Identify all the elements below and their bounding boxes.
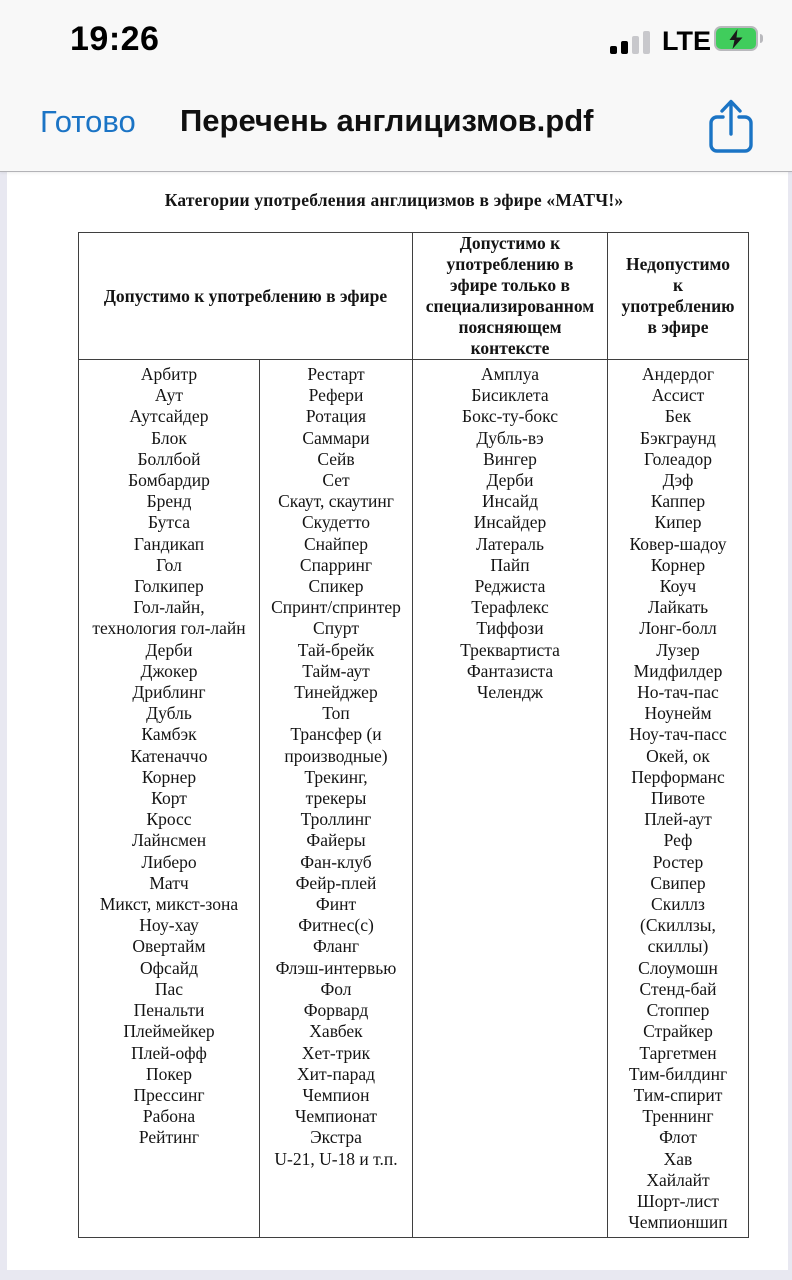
word-line: Терафлекс [471,597,549,618]
word-line: Ротация [305,406,367,427]
battery-charging-icon [714,26,762,51]
word-line: Фол [320,978,352,999]
word-line: Спурт [313,618,359,639]
word-line: Чемпионат [294,1106,378,1127]
word-line: Хавбек [309,1021,363,1042]
word-line: (Скиллзы, [640,915,716,936]
word-line: Лузер [656,639,700,660]
word-line: Бокс-ту-бокс [462,406,558,427]
word-line: Пайп [490,554,530,575]
word-line: Ноу-хау [139,915,199,936]
word-line: Корт [151,788,187,809]
word-line: Спикер [308,576,364,597]
word-line: Треннинг [642,1106,714,1127]
word-line: Тай-брейк [297,639,375,660]
word-line: Коуч [659,576,697,597]
word-line: Пивоте [650,788,706,809]
word-line: Вингер [483,448,537,469]
word-line: Бренд [146,491,192,512]
word-line: Камбэк [141,724,197,745]
header-specialized-context [413,233,608,360]
word-line: Аутсайдер [129,406,209,427]
word-line: Голеадор [644,448,712,469]
word-line: Боллбой [137,448,201,469]
word-line: Чемпионшип [628,1212,728,1233]
word-line: Овертайм [132,936,206,957]
cell-allowed-b [260,360,413,1238]
header-allowed [79,233,413,360]
done-button[interactable]: Готово [40,104,136,139]
word-line: Тиффози [476,618,544,639]
document-title-bar: Перечень англицизмов.pdf [180,103,594,138]
word-line: Бомбардир [128,470,210,491]
word-line: Недопустимо [626,254,730,274]
word-line: Гол-лайн, [133,597,205,618]
word-line: Ноунейм [644,703,712,724]
signal-bar [610,46,617,54]
word-line: Тайм-аут [302,660,370,681]
word-line: Голкипер [134,576,204,597]
word-line: к [672,275,684,295]
word-line: Трекинг, [304,766,368,787]
word-line: Инсайдер [473,512,547,533]
word-line: Реф [663,830,693,851]
word-line: Гол [156,554,182,575]
word-line: Свипер [650,872,706,893]
signal-bar [632,36,639,54]
word-line: Фейр-плей [295,872,377,893]
cell-not-allowed [608,360,749,1238]
word-line: Слоумошн [638,957,718,978]
word-line: Перформанс [631,766,725,787]
word-line: Саммари [302,427,370,448]
word-line: трекеры [305,788,367,809]
word-line: Файеры [306,830,366,851]
word-line: U-21, U-18 и т.п. [274,1148,398,1169]
word-line: Спарринг [299,554,373,575]
word-line: Флот [659,1127,697,1148]
word-line: Арбитр [140,364,198,384]
pdf-scroll-area[interactable] [0,172,792,1280]
word-line: Аут [154,385,184,406]
word-line: Лонг-болл [639,618,717,639]
word-line: Лайнсмен [131,830,207,851]
word-line: Хайлайт [646,1169,710,1190]
word-line: Фан-клуб [300,851,372,872]
word-line: Инсайд [481,491,539,512]
word-line: Дерби [486,470,534,491]
word-line: Дерби [145,639,193,660]
word-line: Бек [664,406,692,427]
word-line: Топ [322,703,350,724]
signal-bar [643,31,650,54]
word-line: Бутса [148,512,190,533]
word-line: Покер [146,1063,192,1084]
word-line: Ассист [651,385,705,406]
word-line: Скиллз [651,894,705,915]
word-line: Форвард [303,1000,369,1021]
word-line: Амплуа [480,364,540,384]
word-line: производные) [284,745,388,766]
word-line: употреблению [621,296,735,316]
battery-nub [760,34,763,43]
word-line: Ростер [652,851,704,872]
table-body-row [79,360,749,1238]
word-line: Лайкать [647,597,709,618]
word-line: Тинейджер [294,682,378,703]
word-line: употреблению в [446,254,574,274]
word-line: Троллинг [300,809,372,830]
word-line: Экстра [310,1127,362,1148]
word-line: Но-тач-пас [637,682,719,703]
word-line: Кросс [146,809,192,830]
word-line: Допустимо к употреблению в эфире [103,285,388,306]
word-line: Рестарт [307,364,365,384]
word-line: специализированном [425,296,595,316]
word-line: скиллы) [647,936,709,957]
word-line: Скудетто [301,512,371,533]
word-line: Чемпион [302,1084,370,1105]
word-line: Дубль-вэ [476,427,544,448]
word-line: Хав [663,1148,693,1169]
word-line: Фантазиста [466,660,554,681]
word-line: Гандикап [133,533,205,554]
word-line: Латераль [476,533,544,554]
word-line: Дриблинг [132,682,206,703]
word-line: Стоппер [646,1000,710,1021]
top-chrome [0,0,792,172]
share-icon [702,96,760,158]
word-line: Финт [315,894,357,915]
word-line: Катеначчо [130,745,208,766]
network-type-label: LTE [662,26,711,56]
cellular-signal-icon [610,30,662,54]
cell-allowed-a [79,360,260,1238]
word-line: Прессинг [133,1084,205,1105]
word-line: Ноу-тач-пасс [629,724,727,745]
word-line: эфире только в [450,275,570,295]
pdf-page [7,172,788,1270]
word-line: Хит-парад [296,1063,376,1084]
word-line: Тим-спирит [633,1084,723,1105]
word-line: Рабона [142,1106,196,1127]
word-line: Трансфер (и [290,724,382,745]
word-line: Бисиклета [471,385,549,406]
anglicisms-table [78,232,749,1238]
word-line: Бэкграунд [640,427,716,448]
word-line: Спринт/спринтер [271,597,401,618]
share-button[interactable] [702,96,760,158]
word-line: Пенальти [133,1000,205,1021]
word-line: Плей-аут [644,809,712,830]
word-line: Мидфилдер [633,660,723,681]
word-line: Микст, микст-зона [99,894,239,915]
word-line: технология гол-лайн [92,618,246,639]
word-line: Стенд-бай [639,978,717,999]
word-line: Кипер [654,512,702,533]
lightning-bolt-icon [724,27,748,51]
word-line: Треквартиста [460,639,560,660]
word-line: Либеро [141,851,197,872]
word-line: контексте [470,338,550,358]
document-heading: Категории употребления англицизмов в эфире «МАТЧ!» [164,190,624,210]
header-not-allowed [608,233,749,360]
word-line: Дубль [146,703,192,724]
word-line: Плей-офф [131,1042,207,1063]
word-line: Блок [151,427,187,448]
word-line: Рейтинг [138,1127,200,1148]
word-line: Челендж [476,682,543,703]
word-line: Скаут, скаутинг [278,491,394,512]
word-line: Снайпер [303,533,369,554]
word-line: Тим-билдинг [628,1063,728,1084]
word-line: Каппер [650,491,706,512]
word-line: Таргетмен [639,1042,717,1063]
word-line: в эфире [647,317,709,337]
word-line: Матч [149,872,189,893]
word-line: поясняющем [458,317,562,337]
word-line: Офсайд [140,957,198,978]
signal-bar [621,41,628,54]
word-line: Флэш-интервью [275,957,397,978]
status-time: 19:26 [70,20,160,58]
word-line: Плеймейкер [123,1021,215,1042]
word-line: Фланг [313,936,359,957]
word-line: Пас [154,978,184,999]
word-line: Реджиста [474,576,546,597]
word-line: Сейв [317,448,355,469]
word-line: Хет-трик [301,1042,371,1063]
word-line: Андердог [641,364,715,384]
word-line: Джокер [140,660,198,681]
word-line: Корнер [650,554,706,575]
word-line: Корнер [141,766,197,787]
word-line: Окей, ок [646,745,710,766]
word-line: Ковер-шадоу [629,533,727,554]
word-line: Сет [322,470,350,491]
word-line: Допустимо к [459,233,561,253]
word-line: Шорт-лист [637,1190,719,1211]
cell-specialized [413,360,608,1238]
word-line: Рефери [308,385,364,406]
word-line: Страйкер [643,1021,713,1042]
word-line: Дэф [662,470,694,491]
word-line: Фитнес(с) [298,915,374,936]
table-header-row [79,233,749,360]
